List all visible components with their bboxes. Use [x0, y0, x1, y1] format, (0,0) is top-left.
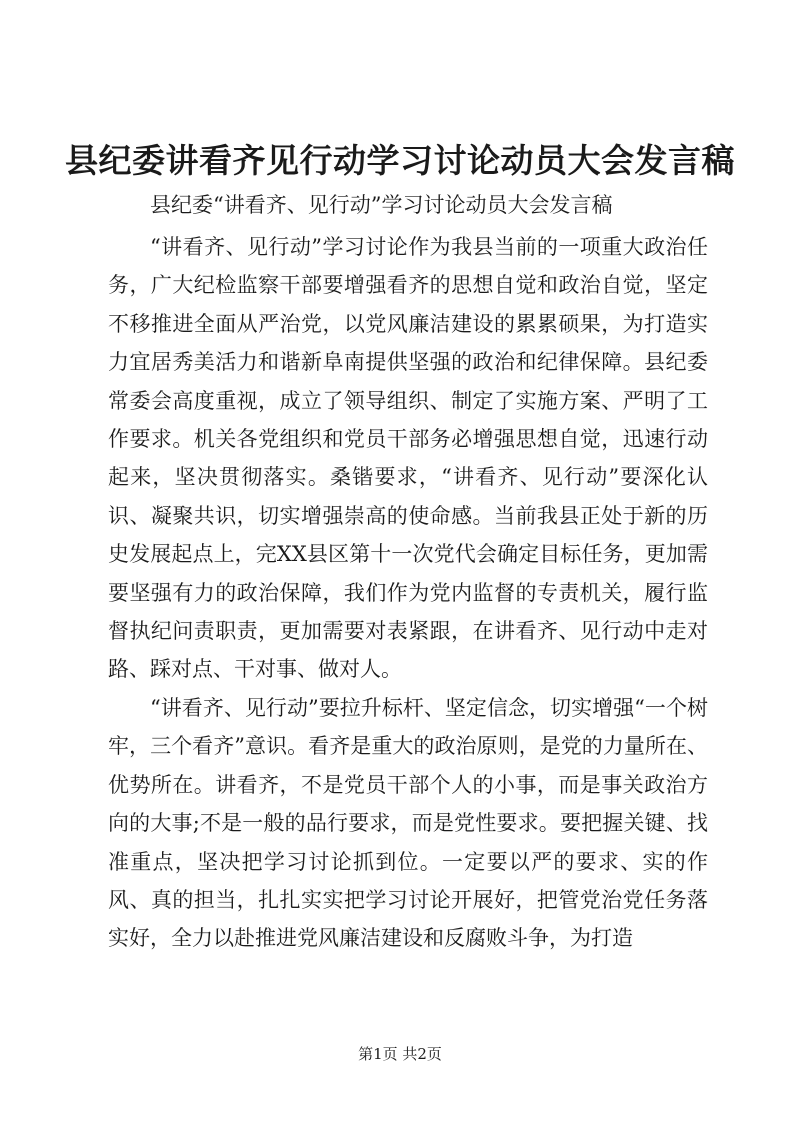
document-subtitle: 县纪委“讲看齐、见行动”学习讨论动员大会发言稿 — [150, 193, 613, 217]
paragraph-1: “讲看齐、见行动”学习讨论作为我县当前的一项重大政治任务，广大纪检监察干部要增强看齐的思想自觉和政治自觉，坚定不移推进全面从严治党，以党风廉洁建设的累累硕果，为打造实力宜居秀美活力和谐新阜南提供坚强的政治和纪律保障。县纪委常委会高度重视，成立了领导组织、制定了实施方案、严明了工作要求。机关各党组织和党员干部务必增强思想自觉，迅速行动起来，坚决贯彻落实。桑锴要求，“讲看齐、见行动”要深化认识、凝聚共识，切实增强崇高的使命感。当前我县正处于新的历史发展起点上，完XX县区第十一次党代会确定目标任务，更加需要坚强有力的政治保障，我们作为党内监督的专责机关，履行监督执纪问责职责，更加需要对表紧跟，在讲看齐、见行动中走对路、踩对点、干对事、做对人。 — [108, 235, 708, 682]
paragraph-2: “讲看齐、见行动”要拉升标杆、坚定信念，切实增强“一个树牢，三个看齐”意识。看齐是重大的政治原则，是党的力量所在、优势所在。讲看齐，不是党员干部个人的小事，而是事关政治方向的大事;不是一般的品行要求，而是党性要求。要把握关键、找准重点，坚决把学习讨论抓到位。一定要以严的要求、实的作风、真的担当，扎扎实实把学习讨论开展好，把管党治党任务落实好，全力以赴推进党风廉洁建设和反腐败斗争，为打造 — [108, 695, 708, 951]
document-body — [108, 228, 708, 958]
page-footer: 第1页 共2页 — [358, 1045, 442, 1063]
document-title: 县纪委讲看齐见行动学习讨论动员大会发言稿 — [65, 141, 735, 180]
